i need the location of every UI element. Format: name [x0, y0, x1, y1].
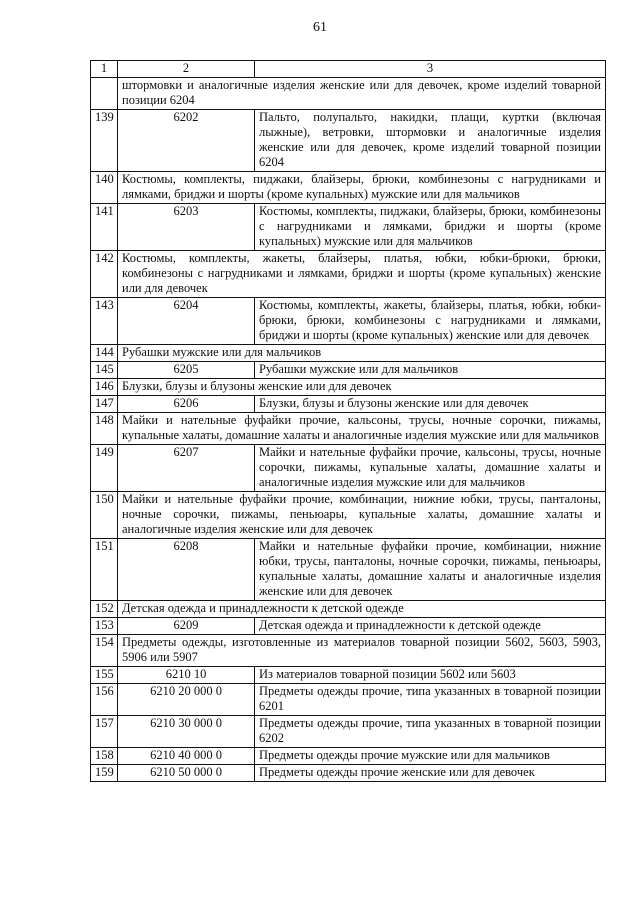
table-row: [91, 601, 606, 618]
row-number: 150: [91, 492, 118, 539]
header-col-3: 3: [255, 61, 606, 78]
tnved-code: 6202: [118, 110, 255, 172]
tnved-code: 6206: [118, 396, 255, 413]
item-description: Майки и нательные фуфайки прочие, комбинации, нижние юбки, трусы, панталоны, ночные сорочки, пижамы, пеньюары, купальные халаты, домашние халаты и аналогичные изделия женские или для девочек: [255, 539, 606, 601]
table-header-row: [91, 61, 606, 78]
row-number: 144: [91, 345, 118, 362]
row-number: 147: [91, 396, 118, 413]
header-col-2: 2: [118, 61, 255, 78]
group-description: Майки и нательные фуфайки прочие, комбинации, нижние юбки, трусы, панталоны, ночные сорочки, пижамы, пеньюары, купальные халаты, домашние халаты и аналогичные изделия женские или для девочек: [118, 492, 606, 539]
row-number: 157: [91, 716, 118, 748]
table-row: [91, 684, 606, 716]
row-number: 153: [91, 618, 118, 635]
tnved-code: 6209: [118, 618, 255, 635]
item-description: Предметы одежды прочие женские или для девочек: [255, 765, 606, 782]
document-table: [90, 60, 606, 782]
tnved-code: 6204: [118, 298, 255, 345]
group-description: Блузки, блузы и блузоны женские или для девочек: [118, 379, 606, 396]
table-row: [91, 716, 606, 748]
tnved-code: 6210 10: [118, 667, 255, 684]
table-row: [91, 413, 606, 445]
table-row: [91, 78, 606, 110]
item-description: Костюмы, комплекты, жакеты, блайзеры, платья, юбки, юбки-брюки, брюки, комбинезоны с нагрудниками и лямками, бриджи и шорты (кроме купальных) женские или для девочек: [255, 298, 606, 345]
table-row: [91, 748, 606, 765]
table-row: [91, 765, 606, 782]
table-row: [91, 635, 606, 667]
table-row: [91, 298, 606, 345]
item-description: Пальто, полупальто, накидки, плащи, куртки (включая лыжные), ветровки, штормовки и аналогичные изделия женские или для девочек, кроме изделий товарной позиции 6204: [255, 110, 606, 172]
table-row: [91, 172, 606, 204]
row-number: 140: [91, 172, 118, 204]
item-description: Блузки, блузы и блузоны женские или для девочек: [255, 396, 606, 413]
table-row: [91, 539, 606, 601]
group-description: Костюмы, комплекты, жакеты, блайзеры, платья, юбки, юбки-брюки, брюки, комбинезоны с нагрудниками и лямками, бриджи и шорты (кроме купальных) женские или для девочек: [118, 251, 606, 298]
item-description: Предметы одежды прочие мужские или для мальчиков: [255, 748, 606, 765]
tnved-code: 6208: [118, 539, 255, 601]
tnved-code: 6207: [118, 445, 255, 492]
row-number: 152: [91, 601, 118, 618]
item-description: Предметы одежды прочие, типа указанных в товарной позиции 6201: [255, 684, 606, 716]
row-number: 146: [91, 379, 118, 396]
table-row: [91, 204, 606, 251]
row-number: 143: [91, 298, 118, 345]
group-description: штормовки и аналогичные изделия женские или для девочек, кроме изделий товарной позиции 6204: [118, 78, 606, 110]
row-number: 159: [91, 765, 118, 782]
row-number: 151: [91, 539, 118, 601]
row-number: 139: [91, 110, 118, 172]
row-number: 149: [91, 445, 118, 492]
tnved-code: 6210 50 000 0: [118, 765, 255, 782]
row-number: [91, 78, 118, 110]
table-row: [91, 445, 606, 492]
header-col-1: 1: [91, 61, 118, 78]
table-row: [91, 618, 606, 635]
row-number: 158: [91, 748, 118, 765]
row-number: 141: [91, 204, 118, 251]
item-description: Рубашки мужские или для мальчиков: [255, 362, 606, 379]
item-description: Майки и нательные фуфайки прочие, кальсоны, трусы, ночные сорочки, пижамы, купальные халаты, домашние халаты и аналогичные изделия мужские или для мальчиков: [255, 445, 606, 492]
tnved-code: 6203: [118, 204, 255, 251]
item-description: Из материалов товарной позиции 5602 или 5603: [255, 667, 606, 684]
row-number: 148: [91, 413, 118, 445]
group-description: Майки и нательные фуфайки прочие, кальсоны, трусы, ночные сорочки, пижамы, купальные халаты, домашние халаты и аналогичные изделия мужские или для мальчиков: [118, 413, 606, 445]
table-row: [91, 345, 606, 362]
group-description: Рубашки мужские или для мальчиков: [118, 345, 606, 362]
row-number: 142: [91, 251, 118, 298]
page-number: 61: [313, 20, 327, 35]
item-description: Детская одежда и принадлежности к детской одежде: [255, 618, 606, 635]
tnved-code: 6210 20 000 0: [118, 684, 255, 716]
row-number: 156: [91, 684, 118, 716]
table-row: [91, 251, 606, 298]
tnved-code: 6210 30 000 0: [118, 716, 255, 748]
table-row: [91, 379, 606, 396]
item-description: Предметы одежды прочие, типа указанных в товарной позиции 6202: [255, 716, 606, 748]
tnved-code: 6205: [118, 362, 255, 379]
group-description: Предметы одежды, изготовленные из материалов товарной позиции 5602, 5603, 5903, 5906 или 5907: [118, 635, 606, 667]
table-row: [91, 492, 606, 539]
table-row: [91, 396, 606, 413]
tnved-code: 6210 40 000 0: [118, 748, 255, 765]
row-number: 155: [91, 667, 118, 684]
table-row: [91, 362, 606, 379]
table-row: [91, 667, 606, 684]
group-description: Детская одежда и принадлежности к детской одежде: [118, 601, 606, 618]
group-description: Костюмы, комплекты, пиджаки, блайзеры, брюки, комбинезоны с нагрудниками и лямками, бриджи и шорты (кроме купальных) мужские или для мальчиков: [118, 172, 606, 204]
row-number: 145: [91, 362, 118, 379]
table-row: [91, 110, 606, 172]
item-description: Костюмы, комплекты, пиджаки, блайзеры, брюки, комбинезоны с нагрудниками и лямками, бриджи и шорты (кроме купальных) мужские или для мальчиков: [255, 204, 606, 251]
row-number: 154: [91, 635, 118, 667]
